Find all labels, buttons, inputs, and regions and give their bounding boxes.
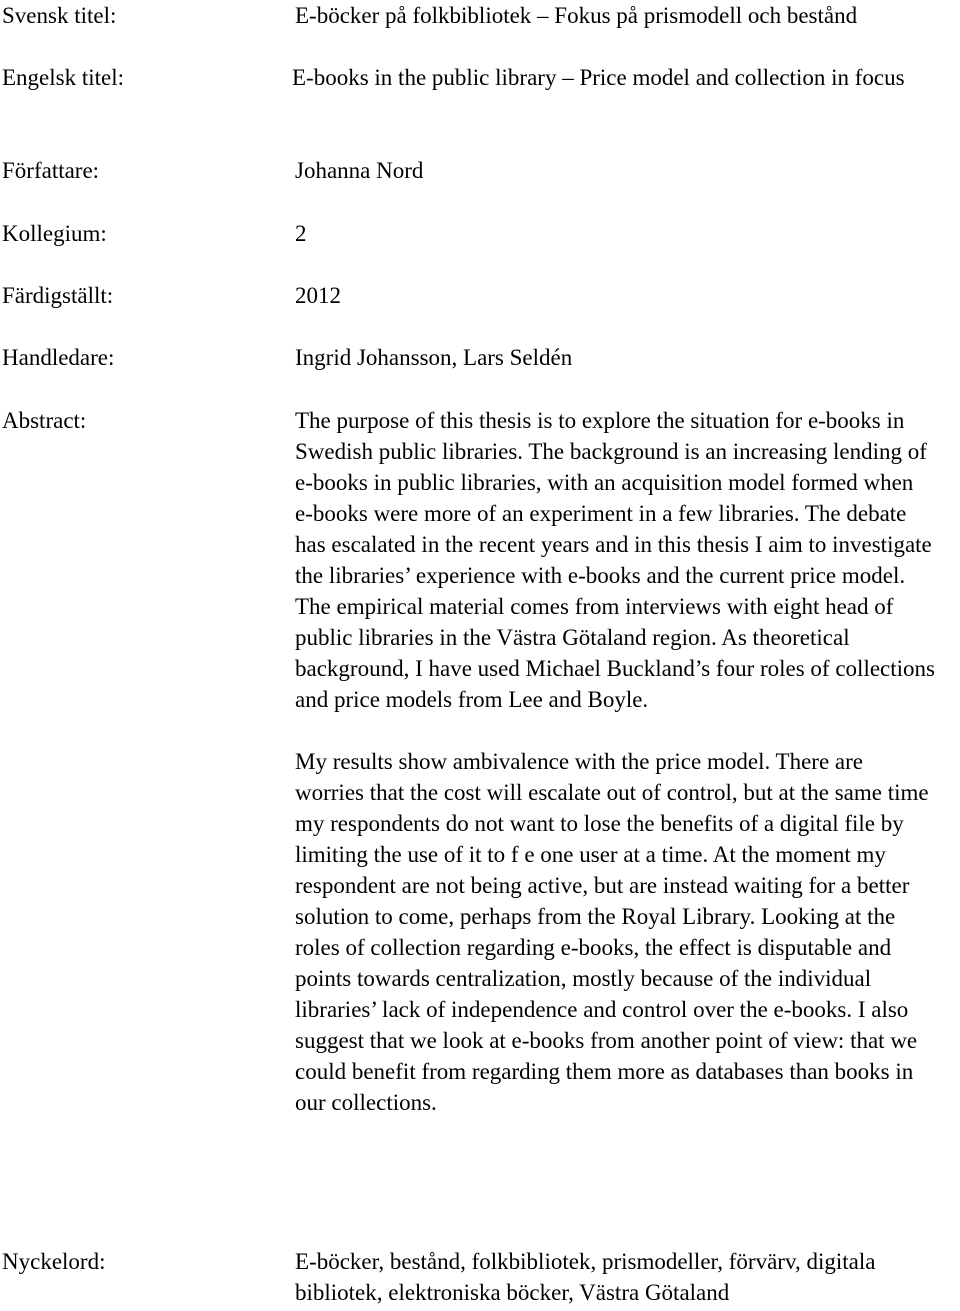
handledare-value: Ingrid Johansson, Lars Seldén xyxy=(295,345,573,370)
kollegium-value: 2 xyxy=(295,221,307,246)
abstract-paragraph-2: My results show ambivalence with the price model. There are worries that the cost will escalate out of control, but at the same time my respondents do not want to lose the benefits of a digital file by limiting the use of it to f e one user at a time. At the moment my respondent are not being active, but are instead waiting for a better solution to come, perhaps from the Royal Library. Looking at the roles of collection regarding e-books, the effect is disputable and points towards centralization, mostly because of the individual libraries’ lack of independence and control over the e-books. I also suggest that we look at e-books from another point of view: that we could benefit from regarding them more as databases than books in our collections. xyxy=(295,749,929,1115)
forfattare-label: Författare: xyxy=(2,158,100,183)
abstract-paragraph-1: The purpose of this thesis is to explore the situation for e-books in Swedish public libraries. The background is an increasing lending of e-books in public libraries, with an acquisition model formed when e-books were more of an experiment in a few libraries. The debate has escalated in the recent years and in this thesis I aim to investigate the libraries’ experience with e-books and the current price model. The empirical material comes from interviews with eight head of public libraries in the Västra Götaland region. As theoretical background, I have used Michael Buckland’s four roles of collections and price models from Lee and Boyle. xyxy=(295,408,935,712)
nyckelord-value: E-böcker, bestånd, folkbibliotek, prismodeller, förvärv, digitala bibliotek, elektroniska böcker, Västra Götaland xyxy=(295,1249,876,1305)
svensk-titel-value: E-böcker på folkbibliotek – Fokus på prismodell och bestånd xyxy=(295,3,858,28)
nyckelord-label: Nyckelord: xyxy=(2,1249,106,1274)
handledare-label: Handledare: xyxy=(2,345,115,370)
abstract-label: Abstract: xyxy=(2,408,87,433)
forfattare-value: Johanna Nord xyxy=(295,158,424,183)
kollegium-label: Kollegium: xyxy=(2,221,107,246)
engelsk-titel-label: Engelsk titel: xyxy=(2,65,125,90)
engelsk-titel-value: E-books in the public library – Price model and collection in focus xyxy=(292,65,905,90)
fardigstallt-value: 2012 xyxy=(295,283,341,308)
abstract-body xyxy=(295,405,935,1118)
fardigstallt-label: Färdigställt: xyxy=(2,283,114,308)
svensk-titel-label: Svensk titel: xyxy=(2,3,117,28)
